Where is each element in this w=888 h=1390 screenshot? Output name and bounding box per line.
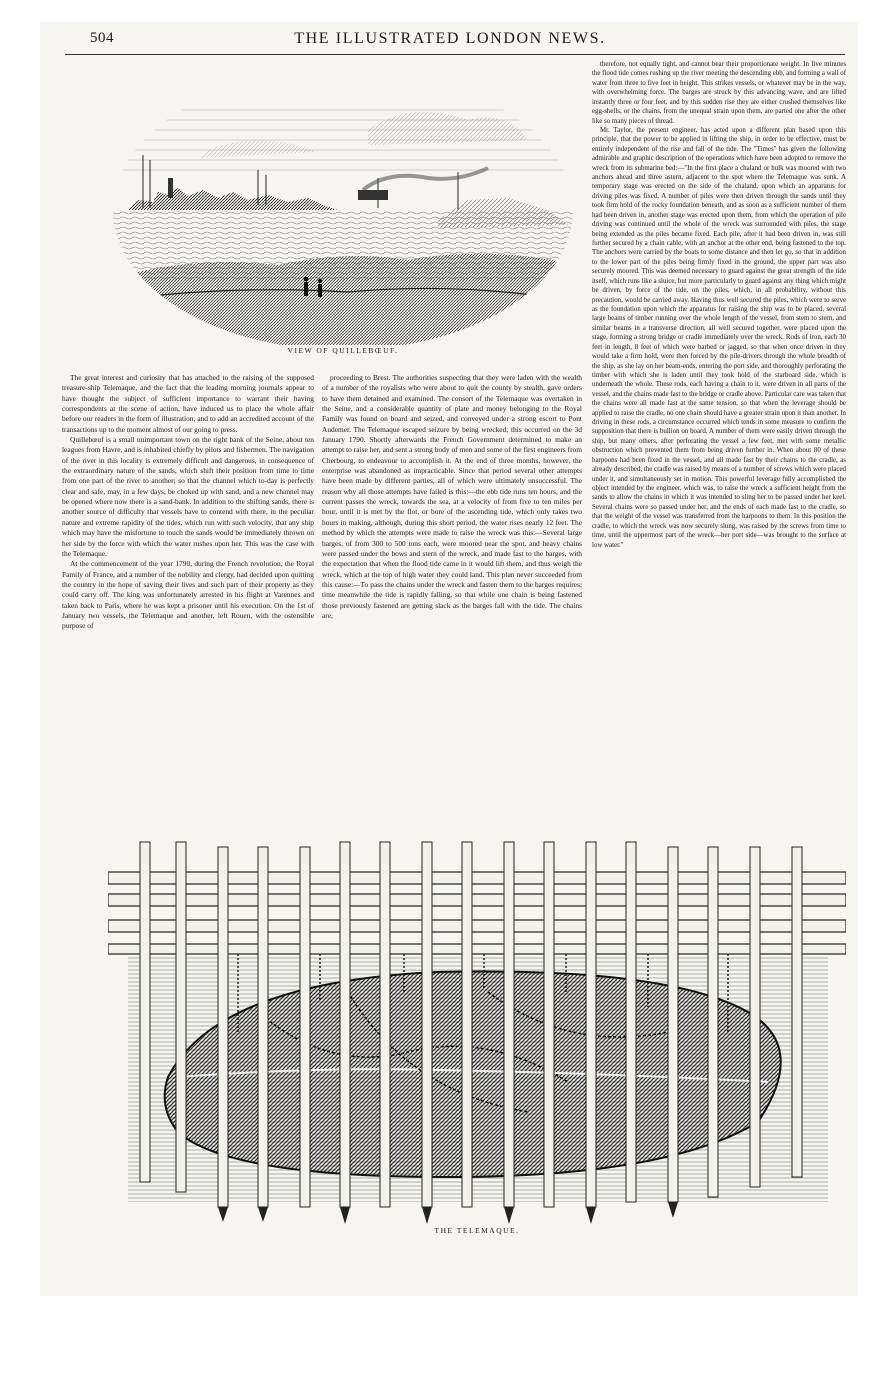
- paragraph: Quillebœuf is a small unimportant town on the right bank of the Seine, about ten leagues from Havre, and is inhabited chiefly by pilots and fishermen. The navigation of the river in this locality is extremely difficult and dangerous, in consequence of the extraordinary nature of the sands, which shift their position from time to time from one part of the river to another; so that the channel which to-day is perfectly clear and safe, may, in a few days, be choked up with sand, and a new channel may be opened where now there is a sand-bank. In addition to the shifting sands, there is another source of difficulty that vessels have to contend with there, in the peculiar nature and extreme rapidity of the tides, which run with such velocity, that any ship which may have the misfortune to touch the sands would be immediately thrown on her side by the force with which the water rushes upon her. This was the case with the Telemaque.: [62, 435, 314, 558]
- quilleboeuf-engraving: [108, 60, 578, 345]
- right-column: [592, 60, 846, 840]
- page-header: [50, 26, 850, 54]
- left-column: [62, 373, 314, 835]
- paragraph: proceeding to Brest. The authorities suspecting that they were laden with the wealth of a number of the royalists who were about to quit the county by stealth, gave orders to have them detained and examined. The consort of the Telemaque was overtaken in the Seine, and a considerable quantity of plate and money belonging to the Royal Family was found on board and seized, and conveyed under a strong escort to Pont Audemer. The Telemaque escaped seizure by being wrecked; this occurred on the 3d January 1790. Shortly afterwards the French Government determined to make an attempt to raise her, and sent a strong body of men and some of the first engineers from Cherbourg, to endeavour to accomplish it. At the end of three months, however, the enterprise was abandoned as impracticable. Since that period several other attempts have been made by different parties, all of which were ultimately unsuccessful. The reason why all those attempts have failed is this:—the ebb tide runs ten hours, and the current passes the wreck, towards the sea, at a velocity of from five to ten miles per hour, until it is met by the flot, or bore of the ascending tide, which only takes two hours in making, although, during this short period, the water rises nearly 12 feet. The method by which the attempts were made to raise the wreck was this:—Several large barges, of from 300 to 500 tons each, were moored near the spot, and heavy chains were passed under the bows and stern of the wreck, and made fast to the barges, with the expectation that when the flood tide came in it would lift them, and thus weigh the wreck, which at the top of high water they could land. This plan never succeeded from this cause:—To pass the chains under the wreck and fasten them to the barges requires; time meanwhile the tide is rapidly falling, so that while one chain is being fastened those previously fastened are getting slack as the barges fall with the tide. The chains are,: [322, 373, 582, 620]
- page-number: 504: [90, 30, 114, 46]
- middle-column: [322, 373, 582, 835]
- header-rule: [65, 54, 845, 55]
- paragraph: The great interest and curiosity that has attached to the raising of the supposed treasure-ship Telemaque, and the fact that the leading morning journals appear to have thought the subject of sufficient importance to warrant their having correspondents at the scene of action, have induced us to place the whole affair before our readers in the form of illustration, and to add an accredited account of the transactions up to the moment almost of our going to press.: [62, 373, 314, 434]
- bottom-illustration-caption: THE TELEMAQUE.: [434, 1226, 520, 1235]
- telemaque-engraving: [108, 832, 846, 1232]
- paragraph: At the commencement of the year 1790, during the French revolution, the Royal Family of France, and a number of the nobility and clergy, had decided upon quitting the country in the hope of saving their lives and such part of their property as they could carry off. The king was unfortunately arrested in his flight at Varennes and taken back to Paris, where he was kept a prisoner until his execution. On the 1st of January two vessels, the Telemaque and another, left Rouen, with the ostensible purpose of: [62, 559, 314, 631]
- masthead-title: THE ILLUSTRATED LONDON NEWS.: [294, 30, 606, 47]
- top-illustration-caption: VIEW OF QUILLEBŒUF.: [287, 346, 399, 355]
- paragraph: therefore, not equally tight, and cannot bear their proportionate weight. In five minutes the flood tide comes rushing up the river meeting the descending ebb, and forming a wall of water from three to five feet in height. This strikes vessels, or whatever may be in the way, with overwhelming force. The barges are struck by this advancing wave, and are lifted instantly three or four feet, and by this sudden rise they are either crushed themselves like egg-shells, or the chains, from the unequal strain upon them, are parted one after the other like so many pieces of thread.: [592, 61, 846, 125]
- paragraph: Mr. Taylor, the present engineer, has acted upon a different plan based upon this principle, that the power to be applied in lifting the ship, in order to be effective, must be entirely independent of the rise and fall of the tide. The "Times" has given the following admirable and graphic description of the operations which have been adopted to remove the wreck from its submarine bed:—"In the first place a chaland or hulk was moored with two anchors ahead and three astern, adjacent to the spot where the Telemaque was sunk. A temporary stage was erected on the side of the chaland, upon which an apparatus for driving piles was fixed. A number of piles were then driven through the sands until they took firm hold of the rocky foundation beneath, and as soon as a sufficient number of them had been driven in, another stage was erected upon them, from which the operation of pile driving was continued until the whole of the wreck was surrounded with piles, the stage being extended as the piles became fixed. Each pile, after it had been driven in, was still further secured by a chain cable, with an anchor at the other end, being fastened to the top. The anchors were carried by the boats to some distance and then let go, so that in addition to the lower part of the piles being firmly fixed in the ground, the upper part was also securely moored. This was deemed necessary to guard against the great strength of the tide itself, which runs like a sluice, but more particularly to guard against any thing which might be driven, by force of the tide, on the piles, which, in all probability, without this precaution, would be carried away. Having thus well secured the piles, which were to serve as the foundation upon which the apparatus for raising the ship was to be placed, several large beams of timber running over the whole length of the vessel, from stem to stern, and similar beams in a transverse direction, all well secured together, were placed upon the stage, forming a strong bridge or cradle immediately over the wreck. Rods of iron, each 30 feet in length, 8 feet of which were barbed or jagged, so that when once driven in they would take a firm hold, were then forced by the pile-drivers through the whole breadth of the ship, as she lay on her beam-ends, entering the port side, and thoroughly perforating the timber with which she is laden until they took hold of the starboard side, which is underneath the whole. These rods, each having a chain to it, were driven in all parts of the vessel, and the chains made fast to the bridge or cradle above. Particular care was taken that the chains were all made fast at the same tension, so that when the leverage should be applied to raise the cradle, no one chain should have a greater strain upon it than another. In driving in these rods, a circumstance occurred which tends in some measure to confirm the supposition that there is bullion on board. A number of them were easily driven through the ship, but many others, after perforating the vessel a few feet, met with some metallic obstruction which prevented them from being driven further in. When about 80 of these harpoons had been fixed in the vessel, and all made fast by their chains to the cradle, as already described, the cradle was raised by means of a number of screws which were placed under it, and simultaneously set in motion. This powerful leverage fully accomplished the object intended by the engineer, which was, to raise the wreck a sufficient height from the sands to allow the chains in which it was intended to sling her to be passed under her keel. Several chains were so passed under her, and the ends of each made fast to the cradle, so that the weight of the vessel was transferred from the harpoons to them. In this position the cradle, to which the wreck was now securely slung, was raised by the screws from time to time, until the uppermost part of the wreck—her port side—was brought to the surface at low water.": [592, 126, 846, 549]
